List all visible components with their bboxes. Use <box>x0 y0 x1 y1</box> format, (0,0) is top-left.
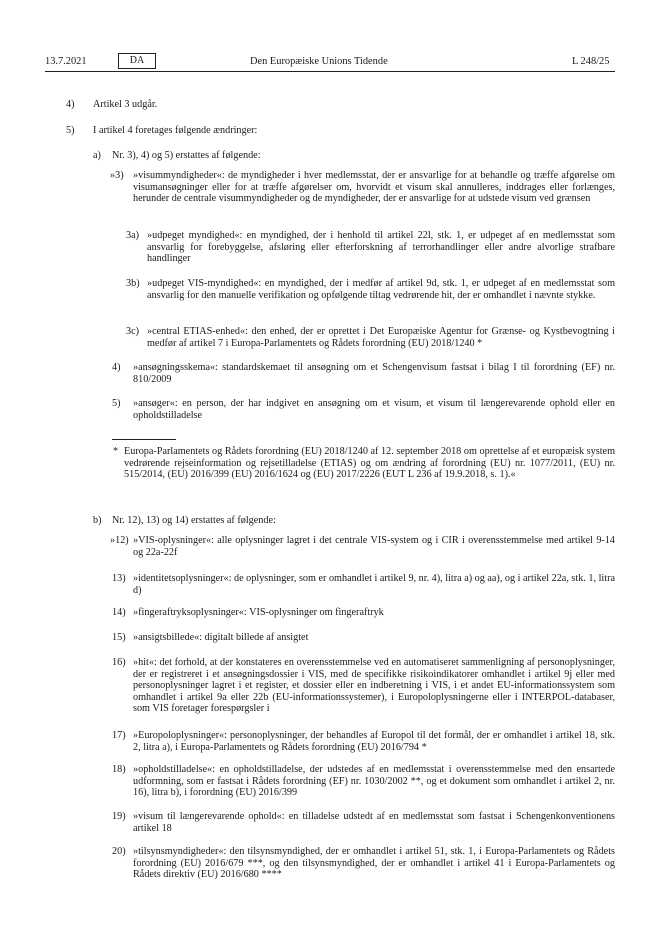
item-number: 13) <box>112 573 126 584</box>
item-number: 3c) <box>126 326 140 337</box>
item-number: 18) <box>112 764 126 775</box>
page-reference: L 248/25 <box>572 56 610 67</box>
item-number: 3a) <box>126 230 140 241</box>
item-text: »central ETIAS-enhed«: den enhed, der er oprettet i Det Europæiske Agentur for Grænse- og Kystbevogtning i medfør af artikel 7 i Europa-Parlamentets og Rådets forordning (EU) 2018/1240 * <box>147 326 615 349</box>
item-text: »opholdstilladelse«: en opholdstilladelse, der udstedes af en medlemsstat i overensstemmelse med den ensartede udformning, som er fastsat i Rådets forordning (EF) nr. 1030/2002 **, og et dokument som omhandlet i artikel 2, nr. 16), litra b), i forordning (EU) 2016/399 <box>133 764 615 799</box>
item-number: 19) <box>112 811 126 822</box>
header-rule <box>45 71 615 72</box>
item-text: »ansøger«: en person, der har indgivet en ansøgning om et visum, et visum til længerevarende ophold eller en opholdstilladelse <box>133 398 615 421</box>
item-text: Nr. 3), 4) og 5) erstattes af følgende: <box>112 150 261 161</box>
language-badge: DA <box>118 53 156 69</box>
item-number: 14) <box>112 607 126 618</box>
item-number: b) <box>93 515 102 526</box>
item-text: »tilsynsmyndigheder«: den tilsynsmyndighed, der er omhandlet i artikel 51, stk. 1, i Europa-Parlamentets og Rådets forordning (EU) 2016/679 ***, og den tilsynsmyndighed, der er omhandlet i artikel 41 i Europa-Parlamentets og Rådets direktiv (EU) 2016/680 **** <box>133 846 615 881</box>
item-text: »visum til længerevarende ophold«: en tilladelse udstedt af en medlemsstat som fastsat i Schengenkonventionens artikel 18 <box>133 811 615 834</box>
item-number: »3) <box>110 170 124 181</box>
item-text: Artikel 3 udgår. <box>93 99 158 110</box>
item-number: a) <box>93 150 101 161</box>
item-text: »udpeget VIS-myndighed«: en myndighed, der i medfør af artikel 9d, stk. 1, er udpeget af en medlemsstat som ansvarlig for den manuelle verifikation og opfølgende tiltag vedrørende hit, der er omhandlet i nævnte stykke. <box>147 278 615 301</box>
item-number: 5) <box>112 398 121 409</box>
item-text: I artikel 4 foretages følgende ændringer: <box>93 125 258 136</box>
item-text: »ansigtsbillede«: digitalt billede af ansigtet <box>133 632 309 643</box>
publication-date: 13.7.2021 <box>45 56 87 67</box>
footnote-marker: * <box>113 446 119 457</box>
item-text: »fingeraftryksoplysninger«: VIS-oplysninger om fingeraftryk <box>133 607 384 618</box>
footnote-rule <box>112 439 176 440</box>
item-text: »identitetsoplysninger«: de oplysninger, som er omhandlet i artikel 9, nr. 4), litra a) og aa), og i artikel 22a, stk. 1, litra d) <box>133 573 615 596</box>
item-number: 3b) <box>126 278 140 289</box>
footnote-text: Europa-Parlamentets og Rådets forordning (EU) 2018/1240 af 12. september 2018 om oprettelse af et europæisk system vedrørende rejseinformation og rejsetilladelse (ETIAS) og om ændring af forordning (EU) nr. 1077/2011, (EU) nr. 515/2014, (EU) 2016/399 (EU) 2016/1624 og (EU) 2017/2226 (EUT L 236 af 19.9.2018, s. 1).« <box>124 446 615 481</box>
item-number: 5) <box>66 125 75 136</box>
item-number: 15) <box>112 632 126 643</box>
item-text: »udpeget myndighed«: en myndighed, der i henhold til artikel 22l, stk. 1, er udpeget af en medlemsstat som ansvarlig for forebyggelse, afsløring eller efterforskning af terrorhandlinger eller andre alvorlige strafbare handlinger <box>147 230 615 265</box>
item-number: 20) <box>112 846 126 857</box>
item-text: »VIS-oplysninger«: alle oplysninger lagret i det centrale VIS-system og i CIR i overensstemmelse med artikel 9-14 og 22a-22f <box>133 535 615 558</box>
item-text: »visummyndigheder«: de myndigheder i hver medlemsstat, der er ansvarlige for at behandle og træffe afgørelse om visumansøgninger eller for at træffe afgørelser om, hvorvidt et visum skal annulleres, inddrages eller forlænges, herunder de centrale visummyndigheder og de myndigheder, der er ansvarlige for at udstede visum ved grænsen <box>133 170 615 205</box>
item-number: 4) <box>112 362 121 373</box>
item-text: »hit«: det forhold, at der konstateres en overensstemmelse ved en automatiseret sammenligning af personoplysninger, der er registreret i et ansøgningsdossier i VIS, med de specifikke risikoindikatorer omhandlet i artikel 9j eller med personoplysninger lagret i et register, et dossier eller en indberetning i VIS, i et andet EU-informationssystem som omhandlet i artikel 9a eller 22b (EU-informationssystemer), i Europoloplysningerne eller i INTERPOL-databaser, som VIS foretager forespørgsler i <box>133 657 615 715</box>
item-number: »12) <box>110 535 129 546</box>
journal-title: Den Europæiske Unions Tidende <box>250 56 388 67</box>
item-number: 17) <box>112 730 126 741</box>
item-text: »Europoloplysninger«: personoplysninger, der behandles af Europol til det formål, der er omhandlet i artikel 18, stk. 2, litra a), i Europa-Parlamentets og Rådets forordning (EU) 2016/794 * <box>133 730 615 753</box>
item-number: 4) <box>66 99 75 110</box>
item-text: Nr. 12), 13) og 14) erstattes af følgende: <box>112 515 276 526</box>
item-text: »ansøgningsskema«: standardskemaet til ansøgning om et Schengenvisum fastsat i bilag I til forordning (EF) nr. 810/2009 <box>133 362 615 385</box>
item-number: 16) <box>112 657 126 668</box>
